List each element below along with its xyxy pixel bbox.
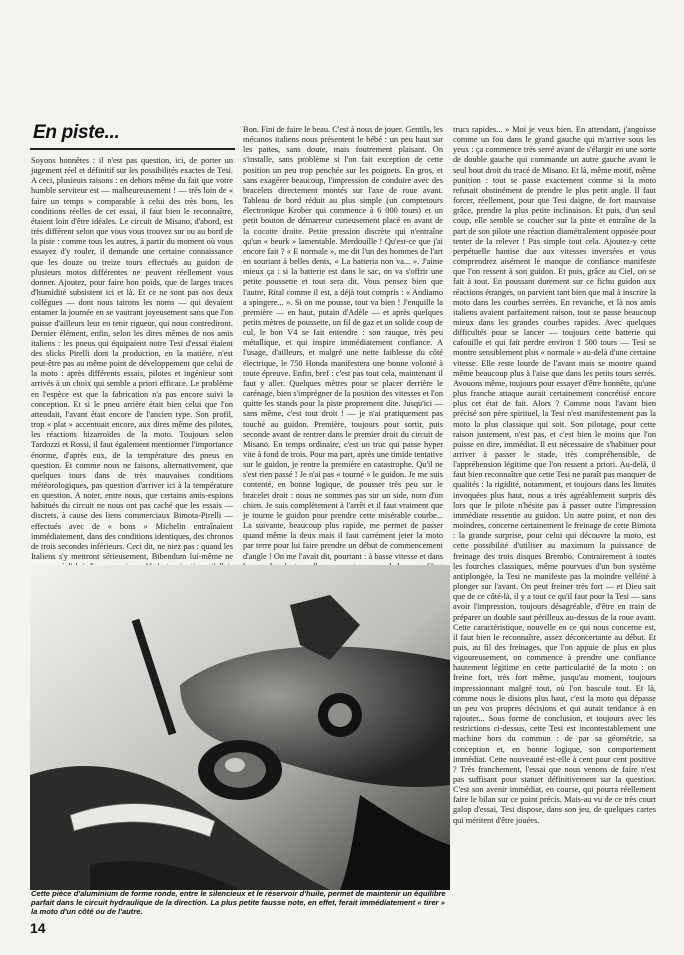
column-3-text: trucs rapides... » Moi je veux bien. En attendant, j'angoisse comme un fou dans le grand gauche qui m'arrive sous les yeux : ça commence très serré avant de s'élargir en une sorte de double gauche qui commande un autre gauche avant le seul bout droit du tracé de Misano. Et là, même motif, même punition : tout se passe exactement comme si la moto refusait obstinément de prendre le plus petit angle. Il faut forcer, réellement, pour que Tesi daigne, de fort mauvaise grâce, prendre la plus petite inclinaison. Et puis, d'un seul coup, elle semble se coucher sur la piste et entraîne de la part de son pilote une réaction diamétralement opposée pour tenter de la relever ! Pas simple tout cela. Ajoutez-y cette perpétuelle hantise due aux vitesses inversées et vous comprendrez aisément le manque de confiance manifeste que l'on ressent à son guidon. Et puis, grâce au Ciel, on se fait à tout. En poussant durement sur ce fichu guidon aux réactions étranges, on parvient tant bien que mal à inscrire la moto dans les courbes serrées. En revanche, et là nos amis italiens avaient parfaitement raison, tout se passe beaucoup mieux dans les grandes courbes rapides. Avec quelques difficultés pour se lancer — toujours cette batterie qui cafouille et qui fait perdre environ 1 500 tours — Tesi se montre sensiblement plus « normale » au-delà d'une certaine vitesse. Elle reste lourde de l'avant mais se montre quand même beaucoup plus à l'aise que dans les petits tours serrés. Avouons même, toujours pour essayer d'être honnête, qu'une plus franche attaque aurait certainement concrétisé encore plus cet état de fait. Alors ? Comme nous l'avant bien précisé son père spirituel, la Tesi n'est manifestement pas la moto la plus classique qui soit. Son pilotage, pour cette raison justement, n'est pas, et c'est bien le moins que l'on puisse en dire, immédiat. Il est nécessaire de s'habituer pour arriver à passer le stade, très compréhensible, de l'appréhension légitime que l'on ressent a priori. Au-delà, il faut bien reconnaître que cette Tesi ne paraît pas manquer de qualités : la rigidité, notamment, et toujours dans les limites invoquées plus haut, nous a très agréablement surpris dès lors que le pilote n'hésite pas à passer outre l'impression immédiate ressentie au guidon. Un autre point, et non des moindres, concerne certainement le freinage de cette Bimota : la grande surprise, pour celui qui découvre la moto, est cette possibilité d'utiliser au maximum la puissance de freinage des trois disques Brembo. Contrairement à toutes les fourches classiques, même pourvues d'un bon système antiplongée, la Tesi ne manifeste pas la moindre velléité à plonger sur l'avant. On peut freiner très fort — et Dieu sait que de ce côté-là, il y a tout ce qu'il faut pour la Tesi — sans avoir l'impression, toujours désagréable, d'être en train de préparer un double saut périlleux au-dessus de la roue avant. Cette caractéristique, nouvelle en ce qui nous concerne est, il faut bien le reconnaître, assez déconcertante au début. Et puis, au fil des freinages, que l'on appuie de plus en plus vigoureusement, on commence à prendre une confiance hautement légitime en cette particularité de la moto : on freine fort, très fort même, jusqu'au moment, toujours impressionnant malgré tout, où l'on bascule tout. Et là, comme nous le disions plus haut, c'est la moto qui dépasse un peu vos propres décisions et qui aurait tendance à en rajouter... Sous forme de conclusion, et toujours avec les restrictions ci-dessus, cette Tesi est incontestablement une machine hors du commun : de par sa géométrie, sa conception et, en bonne logique, son comportement immédiat. Cette nouveauté est-elle à cent pour cent positive ? Très franchement, l'essai que nous venons de faire n'est pas suffisant pour statuer définitivement sur la question. C'est son avenir immédiat, en course, qui pourra réellement faire le bilan sur ce point précis. Mais-au vu de ce très court galop d'essai, Tesi dispose, dans son jeu, de quelques cartes qui méritent d'être jouées. [453,125,656,825]
motorcycle-photo [30,565,450,890]
photo-caption: Cette pièce d'aluminium de forme ronde, entre le silencieux et le réservoir d'huile, permet de maintenir un équilibre parfait dans le circuit hydraulique de la direction. La plus petite fausse note, en effet, ferait immédiatement « tirer » la moto d'un côté ou de l'autre. [31,889,446,916]
column-1-text: Soyons honnêtes : il n'est pas question, ici, de porter un jugement réel et définitif sur les possibilités exactes de Tesi. A ceci, plusieurs raisons : en dehors même du fait que votre humble serviteur est — malheureusement ! — très loin de « faire un temps » comparable à celui des très bons, les conditions réelles de cet essai, il faut bien le reconnaître, étaient loin d'être idéales. Le circuit de Misano, d'abord, est très différent selon que vous vous trouvez sur ou au bord de la piste : comme tous les autres, à partir du moment où vous essayez d'y rouler, il demande une certaine connaissance que les douze ou treize tours effectués au guidon de plusieurs motos différentes ne peuvent réellement vous donner. Ajoutez, pour faire bon poids, que de larges traces d'humidité subsistent ici et là. Et ce ne sont pas nos deux collègues — dont nous tairons les noms — qui devaient entamer la journée en se vautrant joyeusement sans que l'on puisse d'ailleurs leur en tenir rigueur, qui nous contrediront. Dernier élément, enfin, selon les dires mêmes de nos amis italiens : les pneus qui équipaient notre Tesi d'essai étaient des slicks Pirelli dont la production, en la matière, n'est peut-être pas au même point de développement que celui de la moto : après différents essais, pilotes et ingénieur sont arrivés à un choix qui semble a priori efficace. Le problème en l'espèce est que la fabrication n'a pas encore suivi la conception. Et si le pneu arrière était bien celui que l'on attendait, l'avant était encore de l'ancien type. Son profil, trop « plat » accentuait encore, aux dires même des pilotes, les réactions bizarroïdes de la moto. Toujours selon Tardozzi et Rossi, il faut également mentionner l'importance énorme, d'après eux, de la température des pneus en question. Et comme nous ne faisons, alternativement, que quelques tours dans de très mauvaises conditions météorologiques, pas question d'arriver ici à la température en question. A noter, entre nous, que certains amis-espions habitués du circuit ne nous ont pas caché que les essais — discrets, à cause des liens commerciaux Bimota-Pirelli — effectués avec de « bons » Michelin entraînaient immédiatement, dans des conditions identiques, des chronos de trois secondes inférieurs. Ceci dit, ne niez pas : quand les Italiens s'y mettront sérieusement, Bibendum lui-même ne [31,156,233,562]
motorcycle-detail-image [30,565,450,890]
text-column-3 [453,125,656,885]
heading-rule [30,148,235,150]
page-number: 14 [30,920,46,936]
section-heading: En piste... [33,122,120,143]
text-column-2 [243,125,443,579]
column-2-text: Bon. Fini de faire le beau. C'est à nous de jouer. Gentils, les mécanos italiens nous présentent le bébé : un peu haut sur les pattes, sans doute, mais foutrement plaisant. On s'installe, sans problème si l'on fait exception de cette position un peu trop penchée sur les poignets. En gros, et sans exagérer beaucoup, l'impression de conduire avec des bracelets directement montés sur l'axe de roue avant. Tableau de bord réduit au plus simple (un comptetours électronique Krober qui commence à 6 000 tours) et un petit bouton de démarreur curieusement placé en avant de la cocotte droite. Petite pression discrète qui n'entraîne qu'un « beurk » lamentable. Merdouille ! Qu'est-ce que j'ai encore fait ? « E normale », me dit l'un des hommes de l'art en souriant à belles dents, « La batteria non va... ». J'aime mieux ça : si la batterie est dans le sac, on va s'offrir une petite poussette et tout sera dit. Vous pensez bien que l'autre, Rital comme il est, a déjà tout compris : « Andiamo a spingere... ». Si on me pousse, tout va bien ! J'enquille la première — en haut, putain d'Adèle — et après quelques petits mètres de poussette, un fil de gaz et un solide coup de cul, le bon V4 se fait entendre : son rauque, très peu métallique, et qui inspire immédiatement confiance. A l'usage, d'ailleurs, et malgré une nette faiblesse du côté électrique, le 750 Honda manifestera une bonne volonté à toute épreuve. Enfin, bref : c'est pas tout cela, maintenant il faut y aller. Quelques mètres pour se placer derrière le carénage, bien s'imprégner de la position des vitesses et l'on quitte les stands pour la piste proprement dite. Jusqu'ici — sans même, c'est tout droit ! — je n'ai pratiquement pas touché au guidon. Première, toujours pour sortir, puis seconde avant de rentrer dans le premier droit du circuit de Misano. En temps ordinaire, c'est un truc qui passe hyper vite à fond de trois. Pour ma part, après une timide tentative sur le guidon, je rentre la première en catastrophe. Qu'il ne s'est rien passé ! Je n'ai pas « tourné » le guidon. Je me suis contenté, en bonne logique, de pousser très peu sur le bracelet droit : nous ne sommes pas sur un side, nom d'un chien. Je suis complètement à l'arrêt et il faut vraiment que je tourne le guidon pour prendre cette misérable courbe... La suivante, beaucoup plus rapide, me permet de passer quand même la deux mais il faut carrément jeter la moto par terre pour lui faire prendre un début de commencement d'angle ! On me l'avait dit, pourtant : à basse vitesse et dans [243,125,443,561]
